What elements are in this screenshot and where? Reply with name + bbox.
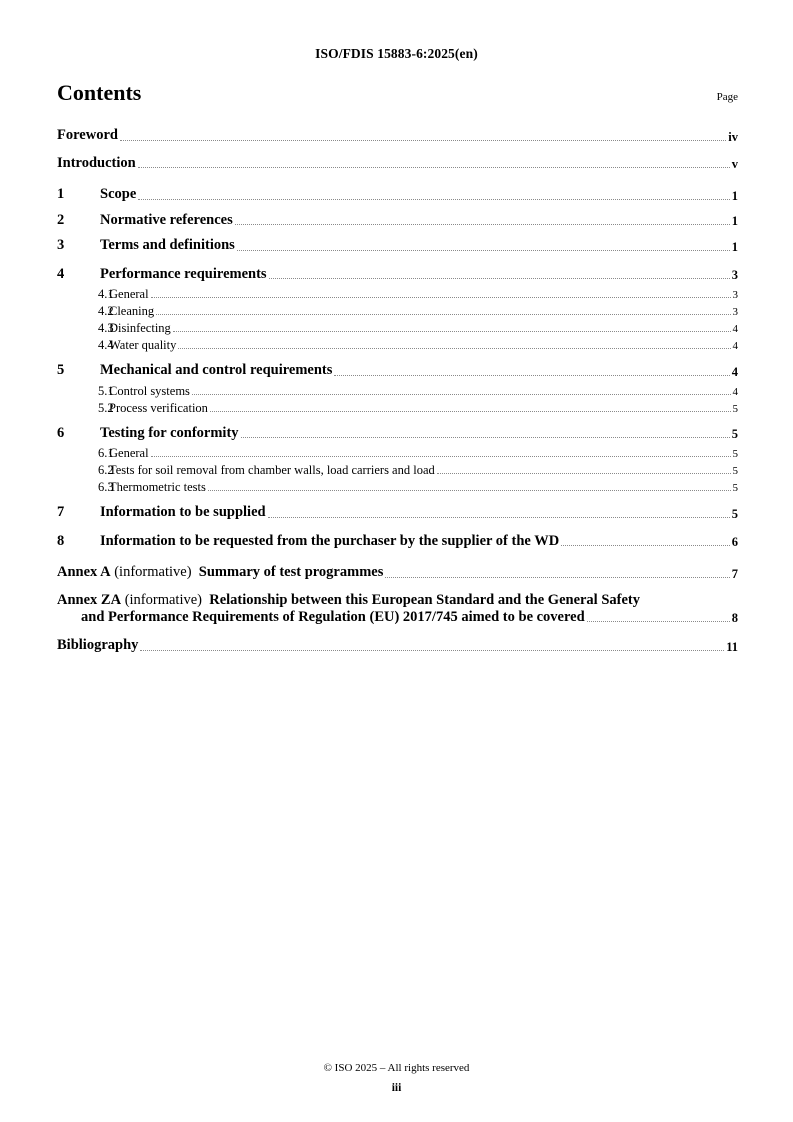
- toc-leader-dots: [241, 437, 730, 438]
- toc-entry-page: iv: [728, 129, 738, 144]
- toc-entry-clause-6[interactable]: [57, 424, 738, 443]
- page-title: Contents: [57, 80, 142, 105]
- toc-entry-label: Tests for soil removal from chamber walls, load carriers and load: [109, 463, 435, 478]
- toc-entry-label: Performance requirements: [100, 265, 267, 282]
- toc-entry-label: Cleaning: [109, 304, 155, 319]
- toc-entry-page: v: [731, 157, 738, 172]
- toc-annex-label: Annex A: [57, 564, 111, 581]
- toc-leader-dots: [587, 621, 730, 622]
- toc-entry-introduction[interactable]: [57, 154, 738, 173]
- toc-entry-foreword[interactable]: [57, 126, 738, 145]
- toc-entry-page: 5: [732, 448, 738, 461]
- toc-entry-clause-1[interactable]: [57, 185, 738, 204]
- toc-leader-dots: [268, 517, 730, 518]
- toc-entry-page: 5: [732, 402, 738, 415]
- toc-entry-number: 6.2: [98, 463, 114, 478]
- toc-entry-clause-6-1[interactable]: [57, 445, 738, 461]
- toc-entry-page: 1: [731, 188, 738, 203]
- toc-entry-number: 3: [57, 237, 65, 254]
- toc-entry-label: Normative references: [100, 211, 233, 228]
- toc-entry-label: Bibliography: [57, 637, 139, 654]
- toc-entry-clause-4[interactable]: [57, 265, 738, 284]
- toc-spacer: [57, 258, 738, 265]
- toc-entry-page: 7: [731, 567, 738, 582]
- toc-entry-clause-6-2[interactable]: [57, 462, 738, 478]
- toc-leader-dots: [237, 250, 730, 251]
- toc-leader-dots: [173, 331, 731, 332]
- document-header: ISO/FDIS 15883-6:2025(en): [315, 46, 478, 61]
- toc-entry-label: Foreword: [57, 127, 118, 143]
- toc-entry-clause-4-2[interactable]: [57, 303, 738, 319]
- toc-annex-za-line1: [57, 592, 738, 609]
- toc-annex-qualifier-text: (informative): [114, 564, 192, 581]
- toc-entry-clause-5-2[interactable]: [57, 400, 738, 416]
- toc-spacer: [57, 629, 738, 636]
- toc-entry-page: 8: [731, 611, 738, 626]
- toc-leader-dots: [210, 411, 731, 412]
- toc-leader-dots: [178, 348, 730, 349]
- toc-entry-clause-5-1[interactable]: [57, 383, 738, 399]
- toc-spacer: [57, 585, 738, 592]
- toc-annex-label: Annex ZA: [57, 592, 122, 609]
- toc-leader-dots: [192, 394, 731, 395]
- toc-entry-page: 6: [731, 535, 738, 550]
- toc-spacer: [57, 417, 738, 424]
- toc-entry-number: 5.1: [98, 383, 114, 398]
- toc-entry-page: 3: [732, 306, 738, 319]
- toc-entry-number: 5: [57, 362, 65, 379]
- toc-entry-number: 5.2: [98, 400, 114, 415]
- toc-leader-dots: [385, 577, 729, 578]
- toc-entry-annex-a[interactable]: [57, 563, 738, 582]
- toc-annex-spacer: [192, 563, 199, 582]
- toc-entry-label: Information to be supplied: [100, 504, 266, 521]
- toc-leader-dots: [151, 456, 731, 457]
- toc-entry-label: Process verification: [109, 400, 208, 415]
- toc-entry-label: Relationship between this European Standard and the General Safety: [209, 592, 640, 609]
- toc-entry-number: 4.4: [98, 338, 114, 353]
- toc-entry-number: 6.3: [98, 480, 114, 495]
- toc-entry-page: 4: [731, 364, 738, 379]
- table-of-contents: [57, 126, 738, 658]
- toc-entry-page: 5: [732, 482, 738, 495]
- toc-entry-label: Terms and definitions: [100, 237, 235, 254]
- toc-entry-clause-5[interactable]: [57, 361, 738, 380]
- toc-entry-annex-za[interactable]: [57, 592, 738, 626]
- toc-entry-number: 4.3: [98, 321, 114, 336]
- toc-leader-dots: [334, 375, 729, 376]
- toc-entry-number: 4: [57, 265, 65, 282]
- toc-entry-number: 8: [57, 532, 65, 549]
- toc-entry-page: 5: [732, 465, 738, 478]
- footer-page-number: iii: [391, 1082, 402, 1094]
- toc-entry-label-cont: and Performance Requirements of Regulation (EU) 2017/745 aimed to be covered: [81, 609, 585, 626]
- page-column-label: Page: [716, 91, 738, 103]
- toc-entry-label: Summary of test programmes: [198, 564, 384, 581]
- toc-leader-dots: [208, 490, 731, 491]
- toc-entry-number: 2: [57, 211, 65, 228]
- toc-leader-dots: [437, 473, 731, 474]
- toc-entry-number: 4.2: [98, 304, 114, 319]
- toc-annex-za-line2: [57, 609, 738, 626]
- toc-entry-page: 5: [731, 427, 738, 442]
- toc-leader-dots: [138, 167, 730, 168]
- toc-entry-page: 1: [731, 239, 738, 254]
- toc-entry-label: General: [109, 287, 149, 302]
- toc-leader-dots: [120, 140, 726, 141]
- toc-entry-page: 3: [732, 289, 738, 302]
- toc-entry-label: Testing for conformity: [100, 424, 239, 441]
- toc-entry-label: Control systems: [109, 383, 190, 398]
- toc-leader-dots: [561, 545, 730, 546]
- toc-entry-label: Thermometric tests: [109, 480, 206, 495]
- toc-spacer: [57, 354, 738, 361]
- toc-entry-number: 6.1: [98, 446, 114, 461]
- toc-entry-clause-4-1[interactable]: [57, 286, 738, 302]
- toc-entry-page: 1: [731, 214, 738, 229]
- toc-entry-clause-2[interactable]: [57, 211, 738, 230]
- toc-leader-dots: [151, 297, 731, 298]
- toc-entry-number: 6: [57, 424, 65, 441]
- toc-entry-bibliography[interactable]: [57, 636, 738, 655]
- toc-entry-page: 4: [732, 340, 738, 353]
- toc-entry-label: General: [109, 446, 149, 461]
- toc-leader-dots: [235, 224, 730, 225]
- toc-entry-page: 4: [732, 385, 738, 398]
- toc-leader-dots: [140, 650, 724, 651]
- toc-entry-label: Disinfecting: [109, 321, 171, 336]
- toc-entry-clause-6-3[interactable]: [57, 479, 738, 495]
- toc-entry-number: 7: [57, 504, 65, 521]
- toc-entry-label: Mechanical and control requirements: [100, 362, 333, 379]
- toc-annex-qualifier-text: (informative): [124, 592, 202, 609]
- toc-entry-number: 1: [57, 186, 65, 203]
- toc-entry-page: 5: [731, 506, 738, 521]
- toc-leader-dots: [138, 199, 730, 200]
- toc-entry-number: 4.1: [98, 287, 114, 302]
- toc-spacer: [57, 525, 738, 532]
- toc-entry-label: Water quality: [109, 338, 177, 353]
- toc-entry-page: 4: [732, 323, 738, 336]
- toc-entry-label: Scope: [100, 186, 137, 203]
- toc-spacer: [57, 496, 738, 503]
- toc-entry-page: 3: [731, 268, 738, 283]
- toc-entry-label: Introduction: [57, 154, 136, 171]
- toc-leader-dots: [269, 278, 730, 279]
- footer-copyright: © ISO 2025 – All rights reserved: [323, 1062, 470, 1074]
- toc-entry-clause-4-4[interactable]: [57, 337, 738, 353]
- toc-entry-page: 11: [726, 639, 738, 654]
- toc-entry-label: Information to be requested from the purchaser by the supplier of the WD: [100, 532, 560, 549]
- toc-entry-clause-7[interactable]: [57, 503, 738, 522]
- toc-spacer: [57, 553, 738, 563]
- toc-entry-clause-8[interactable]: [57, 532, 738, 551]
- toc-entry-clause-3[interactable]: [57, 236, 738, 255]
- toc-entry-clause-4-3[interactable]: [57, 320, 738, 336]
- toc-leader-dots: [156, 314, 730, 315]
